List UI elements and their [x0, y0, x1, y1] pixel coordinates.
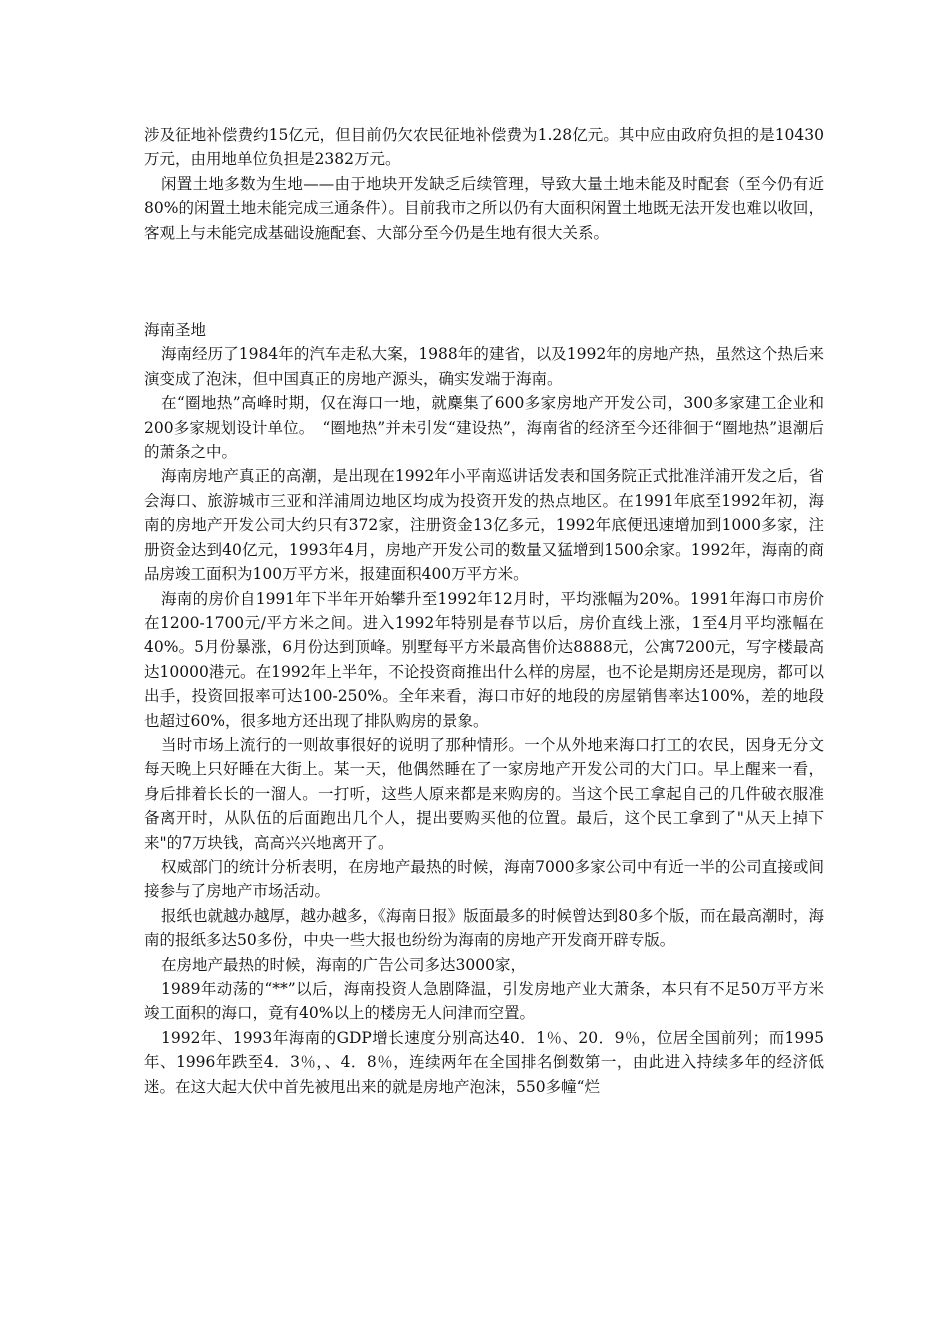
paragraph: 在房地产最热的时候，海南的广告公司多达3000家，: [161, 955, 526, 974]
paragraph: 闲置土地多数为生地——由于地块开发缺乏后续管理，导致大量土地未能及时配套（至今仍有近80%的闲置土地未能完成三通条件）。目前我市之所以仍有大面积闲置土地既无法开发也难以收回，客观上与未能完成基础设施配套、大部分至今仍是生地有很大关系。: [144, 174, 824, 242]
document-body: [144, 123, 824, 1099]
paragraph: 海南的房价自1991年下半年开始攀升至1992年12月时，平均涨幅为20%。1991年海口市房价在1200-1700元/平方米之间。进入1992年特别是春节以后，房价直线上涨，1至4月平均涨幅在40%。5月份暴涨，6月份达到顶峰。别墅每平方米最高售价达8888元，公寓7200元，写字楼最高达10000港元。在1992年上半年，不论投资商推出什么样的房屋，也不论是期房还是现房，都可以出手，投资回报率可达100-250%。全年来看，海口市好的地段的房屋销售率达100%，差的地段也超过60%，很多地方还出现了排队购房的景象。: [144, 589, 824, 730]
paragraph: 海南房地产真正的高潮，是出现在1992年小平南巡讲话发表和国务院正式批准洋浦开发之后，省会海口、旅游城市三亚和洋浦周边地区均成为投资开发的热点地区。在1991年底至1992年初，海南的房地产开发公司大约只有372家，注册资金13亿多元，1992年底便迅速增加到1000多家，注册资金达到40亿元，1993年4月，房地产开发公司的数量又猛增到1500余家。1992年，海南的商品房竣工面积为100万平方米，报建面积400万平方米。: [144, 467, 824, 584]
paragraph: 当时市场上流行的一则故事很好的说明了那种情形。一个从外地来海口打工的农民，因身无分文每天晚上只好睡在大街上。某一天，他偶然睡在了一家房地产开发公司的大门口。早上醒来一看，身后排着长长的一溜人。一打听，这些人原来都是来购房的。当这个民工拿起自己的几件破衣服准备离开时，从队伍的后面跑出几个人，提出要购买他的位置。最后，这个民工拿到了"从天上掉下来"的7万块钱，高高兴兴地离开了。: [144, 735, 824, 852]
section-spacer: [144, 245, 824, 318]
paragraph: 海南经历了1984年的汽车走私大案，1988年的建省，以及1992年的房地产热，虽然这个热后来演变成了泡沫，但中国真正的房地产源头，确实发端于海南。: [144, 345, 824, 388]
section-title: 海南圣地: [144, 321, 207, 340]
paragraph: 1989年动荡的“**”以后，海南投资人急剧降温，引发房地产业大萧条，本只有不足50万平方米竣工面积的海口，竟有40%以上的楼房无人问津而空置。: [144, 980, 824, 1023]
paragraph: 在“圈地热”高峰时期，仅在海口一地，就麇集了600多家房地产开发公司，300多家建工企业和200多家规划设计单位。 “圈地热”并未引发“建设热”，海南省的经济至今还徘徊于“圈地热”退潮后的萧条之中。: [144, 394, 824, 462]
paragraph: 涉及征地补偿费约15亿元，但目前仍欠农民征地补偿费为1.28亿元。其中应由政府负担的是10430万元，由用地单位负担是2382万元。: [144, 126, 824, 169]
paragraph: 权威部门的统计分析表明，在房地产最热的时候，海南7000多家公司中有近一半的公司直接或间接参与了房地产市场活动。: [144, 857, 824, 901]
paragraph: 1992年、1993年海南的GDP增长速度分别高达40．1％、20．9％，位居全国前列；而1995年、1996年跌至4．3％，、4．8％，连续两年在全国排名倒数第一，由此进入持续多年的经济低迷。在这大起大伏中首先被甩出来的就是房地产泡沫，550多幢“烂: [144, 1028, 824, 1096]
paragraph: 报纸也就越办越厚，越办越多，《海南日报》版面最多的时候曾达到80多个版，而在最高潮时，海南的报纸多达50多份，中央一些大报也纷纷为海南的房地产开发商开辟专版。: [144, 906, 824, 950]
